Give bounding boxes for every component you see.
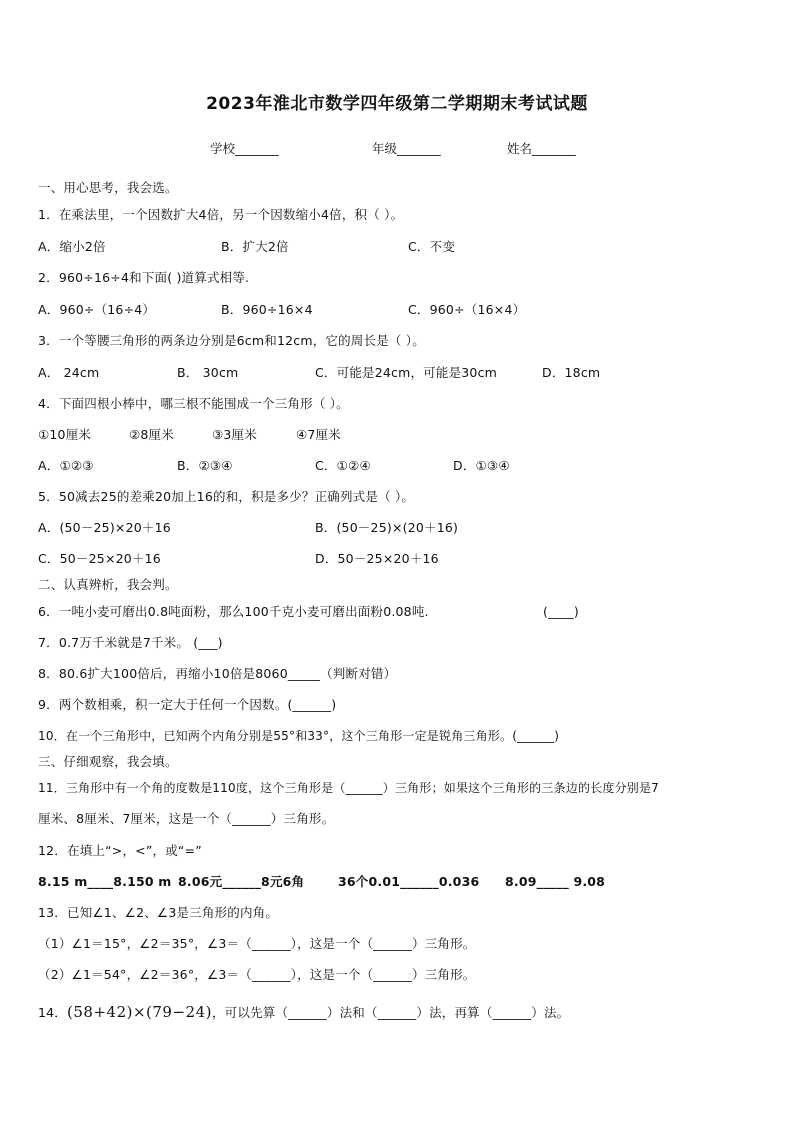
q11-line-2: 厘米、8厘米、7厘米，这是一个（______）三角形。	[38, 811, 335, 826]
q3-option-c: C．可能是24cm，可能是30cm	[315, 365, 498, 380]
q11-line-1: 11．三角形中有一个角的度数是110度，这个三角形是（______）三角形；如果这个三角形的三条边的长度分别是7	[38, 781, 660, 795]
q13-stem: 13．已知∠1、∠2、∠3是三角形的内角。	[38, 905, 279, 920]
q5-option-b: B．(50－25)×(20＋16)	[315, 520, 459, 535]
q13-part-1: （1）∠1＝15°，∠2＝35°，∠3＝（______），这是一个（______）三角形。	[38, 936, 476, 951]
q4-option-b: B．②③④	[177, 458, 233, 473]
q10-stem: 10．在一个三角形中，已知两个内角分别是55°和33°，这个三角形一定是锐角三角形。(______)	[38, 729, 560, 743]
q4-option-d: D．①③④	[453, 458, 510, 473]
q4-stick-1: ①10厘米	[38, 427, 92, 442]
q5-option-c: C．50－25×20＋16	[38, 551, 161, 566]
q9-stem: 9．两个数相乘，积一定大于任何一个因数。(______)	[38, 697, 337, 712]
q4-stick-3: ③3厘米	[212, 427, 257, 442]
q2-option-c: C．960÷（16×4）	[408, 302, 526, 317]
q5-option-d: D．50－25×20＋16	[315, 551, 439, 566]
q6-blank: (____)	[543, 604, 579, 619]
q3-stem: 3．一个等腰三角形的两条边分别是6cm和12cm，它的周长是（ ）。	[38, 333, 425, 348]
q4-stem: 4．下面四根小棒中，哪三根不能围成一个三角形（ ）。	[38, 396, 349, 411]
q8-stem: 8．80.6扩大100倍后，再缩小10倍是8060_____（判断对错）	[38, 666, 397, 681]
page-title: 2023年淮北市数学四年级第二学期期末考试试题	[206, 94, 588, 114]
q1-option-c: C．不变	[408, 239, 456, 254]
q4-stick-4: ④7厘米	[296, 427, 341, 442]
q7-stem: 7．0.7万千米就是7千米。 (___)	[38, 635, 223, 650]
section-3-heading: 三、仔细观察，我会填。	[38, 754, 178, 769]
q3-option-d: D．18cm	[542, 365, 601, 380]
q1-option-b: B．扩大2倍	[221, 239, 289, 254]
school-field: 学校_______	[210, 141, 279, 156]
q12-item-3: 36个0.01______0.036	[338, 874, 480, 889]
q3-option-a: A． 24cm	[38, 365, 100, 380]
q14-line	[38, 1001, 569, 1024]
q12-stem: 12．在填上“>，<”，或“=”	[38, 843, 202, 858]
q13-part-2: （2）∠1＝54°，∠2＝36°，∠3＝（______），这是一个（______）三角形。	[38, 967, 476, 982]
name-field: 姓名_______	[507, 141, 576, 156]
q4-option-a: A．①②③	[38, 458, 94, 473]
section-2-heading: 二、认真辨析，我会判。	[38, 577, 178, 592]
grade-field: 年级_______	[372, 141, 441, 156]
q6-stem: 6．一吨小麦可磨出0.8吨面粉，那么100千克小麦可磨出面粉0.08吨.	[38, 604, 429, 619]
q2-option-a: A．960÷（16÷4）	[38, 302, 156, 317]
q12-item-1: 8.15 m____8.150 m	[38, 874, 172, 889]
q14-number: 14．	[38, 1005, 68, 1020]
q4-stick-2: ②8厘米	[129, 427, 174, 442]
q12-item-4: 8.09_____ 9.08	[505, 874, 606, 889]
q2-option-b: B．960÷16×4	[221, 302, 313, 317]
q1-stem: 1．在乘法里，一个因数扩大4倍，另一个因数缩小4倍，积（ ）。	[38, 207, 404, 222]
q5-option-a: A．(50－25)×20＋16	[38, 520, 171, 535]
q1-option-a: A．缩小2倍	[38, 239, 106, 254]
q2-stem: 2．960÷16÷4和下面( )道算式相等.	[38, 270, 250, 285]
q14-text: ，可以先算（______）法和（______）法，再算（______）法。	[211, 1005, 570, 1020]
q3-option-b: B． 30cm	[177, 365, 239, 380]
q14-expression: (58+42)×(79−24)	[67, 1003, 212, 1021]
section-1-heading: 一、用心思考，我会选。	[38, 180, 178, 195]
q5-stem: 5．50减去25的差乘20加上16的和，积是多少？正确列式是（ ）。	[38, 489, 415, 504]
q12-item-2: 8.06元______8元6角	[178, 874, 305, 889]
q4-option-c: C．①②④	[315, 458, 371, 473]
